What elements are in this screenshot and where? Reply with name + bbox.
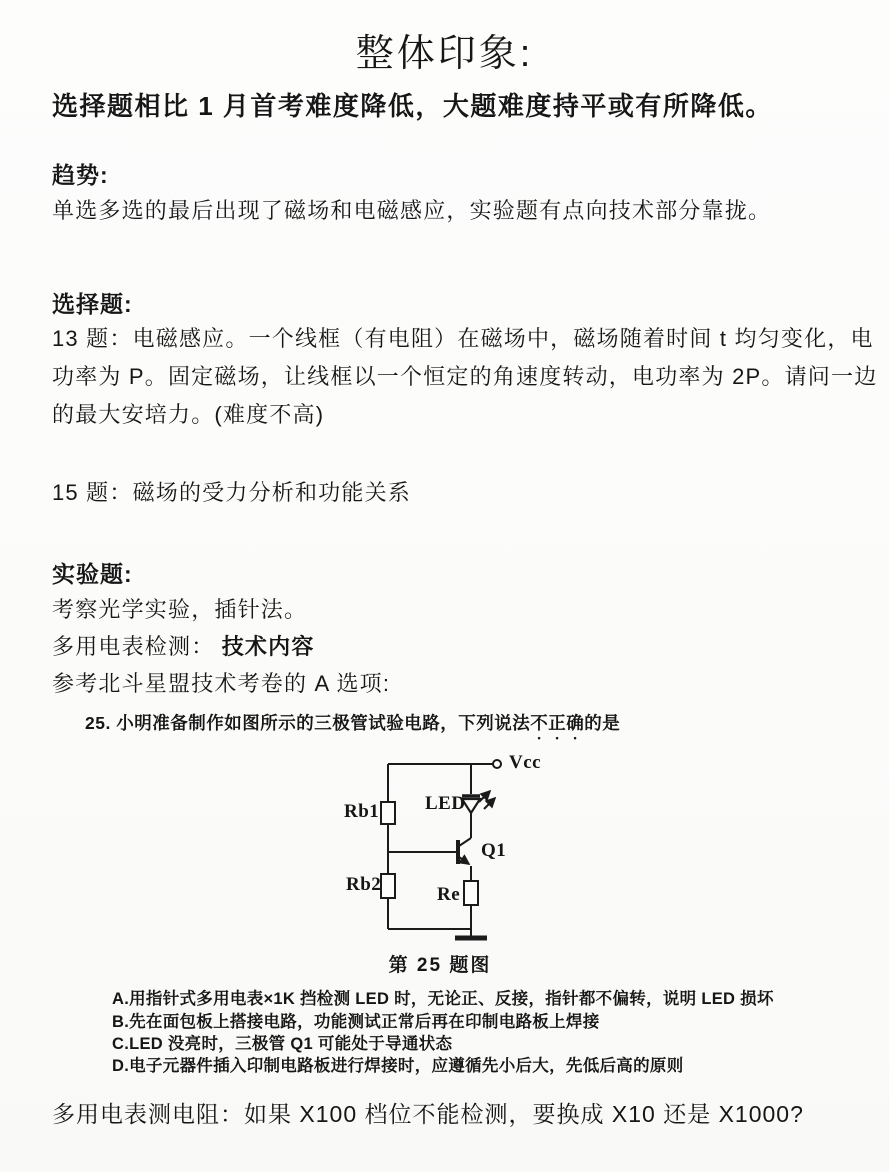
option-b: B.先在面包板上搭接电路，功能测试正常后再在印制电路板上焊接 [112, 1013, 600, 1031]
circuit-diagram [295, 748, 565, 948]
option-a: A.用指针式多用电表×1K 挡检测 LED 时，无论正、反接，指针都不偏转，说明 LED 损坏 [112, 990, 774, 1008]
section-heading-trend: 趋势: [52, 162, 109, 188]
trend-body: 单选多选的最后出现了磁场和电磁感应，实验题有点向技术部分靠拢。 [52, 198, 772, 223]
label-led: LED [425, 793, 466, 814]
question25-stem [85, 710, 620, 743]
q15-line: 15 题：磁场的受力分析和功能关系 [52, 480, 411, 505]
vcc-terminal [493, 760, 501, 768]
label-rb1: Rb1 [344, 801, 380, 822]
vcc-rail [388, 760, 501, 768]
q13-line-2: 功率为 P。固定磁场，让线框以一个恒定的角速度转动，电功率为 2P。请问一边 [52, 364, 878, 389]
resistor-rb2 [381, 874, 395, 898]
experiment-line-2-bold: 技术内容 [221, 634, 315, 659]
led-light-arrow [484, 798, 495, 809]
experiment-line-2-prefix: 多用电表检测： [52, 634, 222, 659]
option-c: C.LED 没亮时，三极管 Q1 可能处于导通状态 [112, 1035, 453, 1053]
label-rb2: Rb2 [346, 874, 382, 895]
figure-caption: 第 25 题图 [388, 955, 492, 976]
emitter-branch [464, 881, 478, 929]
section-heading-experiment: 实验题: [52, 561, 133, 587]
section-heading-choice: 选择题: [52, 291, 133, 317]
transistor-q1 [458, 813, 471, 881]
experiment-line-1: 考察光学实验，插针法。 [52, 597, 308, 622]
q13-line-1: 13 题：电磁感应。一个线框（有电阻）在磁场中，磁场随着时间 t 均匀变化，电 [52, 326, 874, 351]
label-q1: Q1 [481, 840, 507, 861]
experiment-line-2 [52, 630, 315, 661]
question25-stem-prefix: 25. 小明准备制作如图所示的三极管试验电路，下列说法 [85, 713, 531, 733]
q13-line-3: 的最大安培力。(难度不高) [52, 402, 325, 427]
question25-stem-emphasis: 不正确 [530, 713, 585, 733]
question25-stem-suffix: 的是 [584, 713, 621, 733]
label-re: Re [437, 884, 461, 905]
led-icon [462, 764, 495, 838]
led-light-arrow [479, 791, 490, 802]
option-d: D.电子元器件插入印制电路板进行焊接时，应遵循先小后大，先低后高的原则 [112, 1057, 684, 1075]
intro-summary: 选择题相比 1 月首考难度降低，大题难度持平或有所降低。 [52, 91, 773, 121]
experiment-line-3: 参考北斗星盟技术考卷的 A 选项: [52, 671, 391, 696]
label-vcc: Vcc [509, 752, 542, 773]
resistor-rb1 [381, 802, 395, 824]
ground-icon [388, 929, 487, 938]
resistor-re [464, 881, 478, 905]
page-title: 整体印象: [355, 33, 534, 75]
footer-question: 多用电表测电阻：如果 X100 档位不能检测，要换成 X10 还是 X1000? [52, 1101, 804, 1127]
